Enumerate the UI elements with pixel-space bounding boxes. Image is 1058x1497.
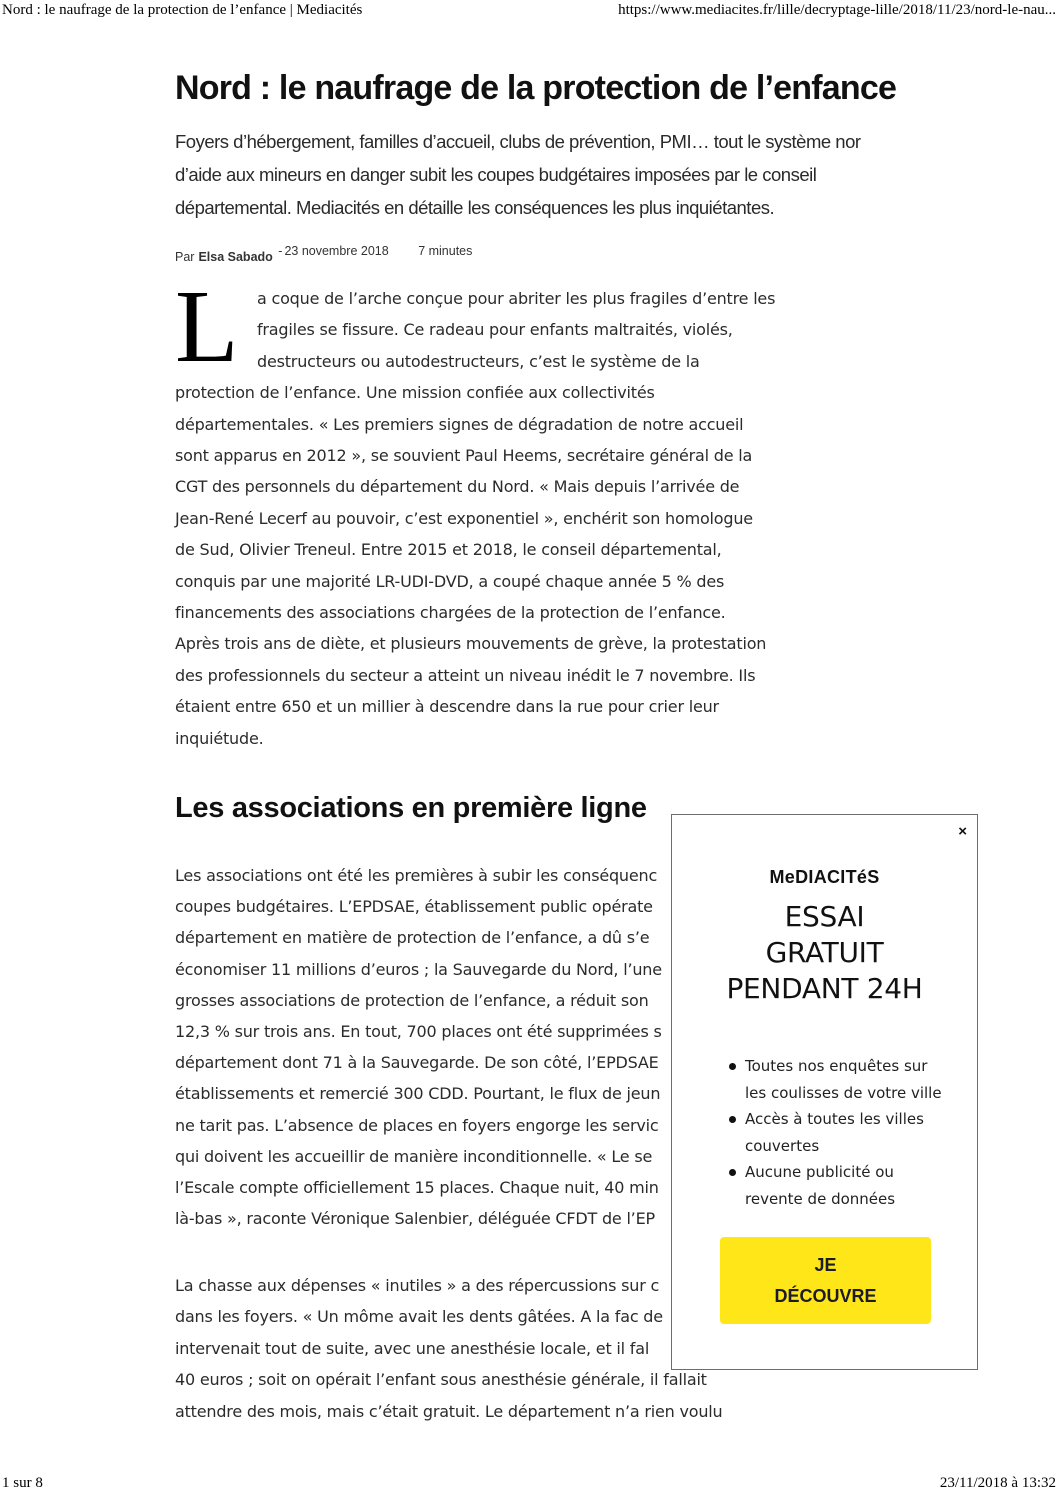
discover-button[interactable]: JE DÉCOUVRE — [720, 1237, 931, 1324]
close-icon[interactable]: × — [958, 823, 967, 840]
benefit-item: Aucune publicité ou revente de données — [726, 1159, 947, 1212]
print-page-title: Nord : le naufrage de la protection de l’enfance | Mediacités — [2, 2, 363, 18]
benefit-item: Accès à toutes les villes couvertes — [726, 1106, 947, 1159]
article-paragraph-3: La chasse aux dépenses « inutiles » a des répercussions sur c dans les foyers. « Un môme avait les dents gâtées. A la fac de intervenait tout de suite, avec une anesthésie locale, et il fal 40 euros ; soit on opérait l’enfant sous anesthésie générale, il fallait attendre des mois, mais c’était gratuit. Le département n’a rien voulu — [175, 1276, 723, 1421]
subscription-popup — [671, 814, 978, 1370]
drop-cap: L — [175, 269, 239, 384]
byline-prefix: Par — [175, 250, 195, 264]
byline-separator: - — [278, 244, 283, 258]
print-datetime: 23/11/2018 à 13:32 — [939, 1475, 1056, 1491]
reading-time: 7 minutes — [418, 244, 473, 258]
benefits-list — [726, 1053, 947, 1212]
offer-headline: ESSAI GRATUIT PENDANT 24H — [726, 900, 923, 1005]
section-heading: Les associations en première ligne — [175, 792, 647, 824]
byline — [175, 244, 875, 264]
benefit-item: Toutes nos enquêtes sur les coulisses de votre ville — [726, 1053, 947, 1106]
article-paragraph-2: Les associations ont été les premières à subir les conséquenc coupes budgétaires. L’EPDSAE, établissement public opérate département en matière de protection de l’enfance, a dû s’e économiser 11 millions d’euros ; la Sauvegarde du Nord, l’une grosses associations de protection de l’enfance, a réduit son 12,3 % sur trois ans. En tout, 700 places ont été supprimées s département dont 71 à la Sauvegarde. De son côté, l’EPDSAE établissements et remercié 300 CDD. Pourtant, le flux de jeun ne tarit pas. L’absence de places en foyers engorge les servic qui doivent les accueillir de manière inconditionnelle. « Le se l’Escale compte officiellement 15 places. Chaque nuit, 40 min là-bas », raconte Véronique Salenbier, déléguée CFDT de l’EP — [175, 866, 662, 1229]
author-link[interactable]: Elsa Sabado — [198, 250, 273, 264]
article-title: Nord : le naufrage de la protection de l’enfance — [175, 69, 897, 107]
print-footer — [0, 1475, 1058, 1492]
print-header — [0, 2, 1058, 19]
brand-logo: MeDIACITéS — [769, 867, 880, 887]
article-lead: Foyers d’hébergement, familles d’accueil, clubs de prévention, PMI… tout le système nor d’aide aux mineurs en danger subit les coupes budgétaires imposées par le conseil départemental. Mediacités en détaille les conséquences les plus inquiétantes. — [175, 131, 861, 218]
page-number: 1 sur 8 — [2, 1475, 43, 1491]
article-paragraph-1 — [175, 269, 815, 754]
paragraph-1-text: a coque de l’arche conçue pour abriter les plus fragiles d’entre les fragiles se fissure. Ce radeau pour enfants maltraités, violés, destructeurs ou autodestructeurs, c’est le système de la protection de l’enfance. Une mission confiée aux collectivités départementales. « Les premiers signes de dégradation de notre accueil sont apparus en 2012 », se souvient Paul Heems, secrétaire général de la CGT des personnels du département du Nord. « Mais depuis l’arrivée de Jean-René Lecerf au pouvoir, c’est exponentiel », enchérit son homologue de Sud, Olivier Treneul. Entre 2015 et 2018, le conseil départemental, conquis par une majorité LR-UDI-DVD, a coupé chaque année 5 % des financements des associations chargées de la protection de l’enfance. Après trois ans de diète, et plusieurs mouvements de grève, la protestation des professionnels du secteur a atteint un niveau inédit le 7 novembre. Ils étaient entre 650 et un millier à descendre dans la rue pour crier leur inquiétude. — [175, 289, 776, 748]
print-url: https://www.mediacites.fr/lille/decryptage-lille/2018/11/23/nord-le-nau... — [618, 2, 1056, 18]
publish-date: 23 novembre 2018 — [284, 244, 389, 258]
